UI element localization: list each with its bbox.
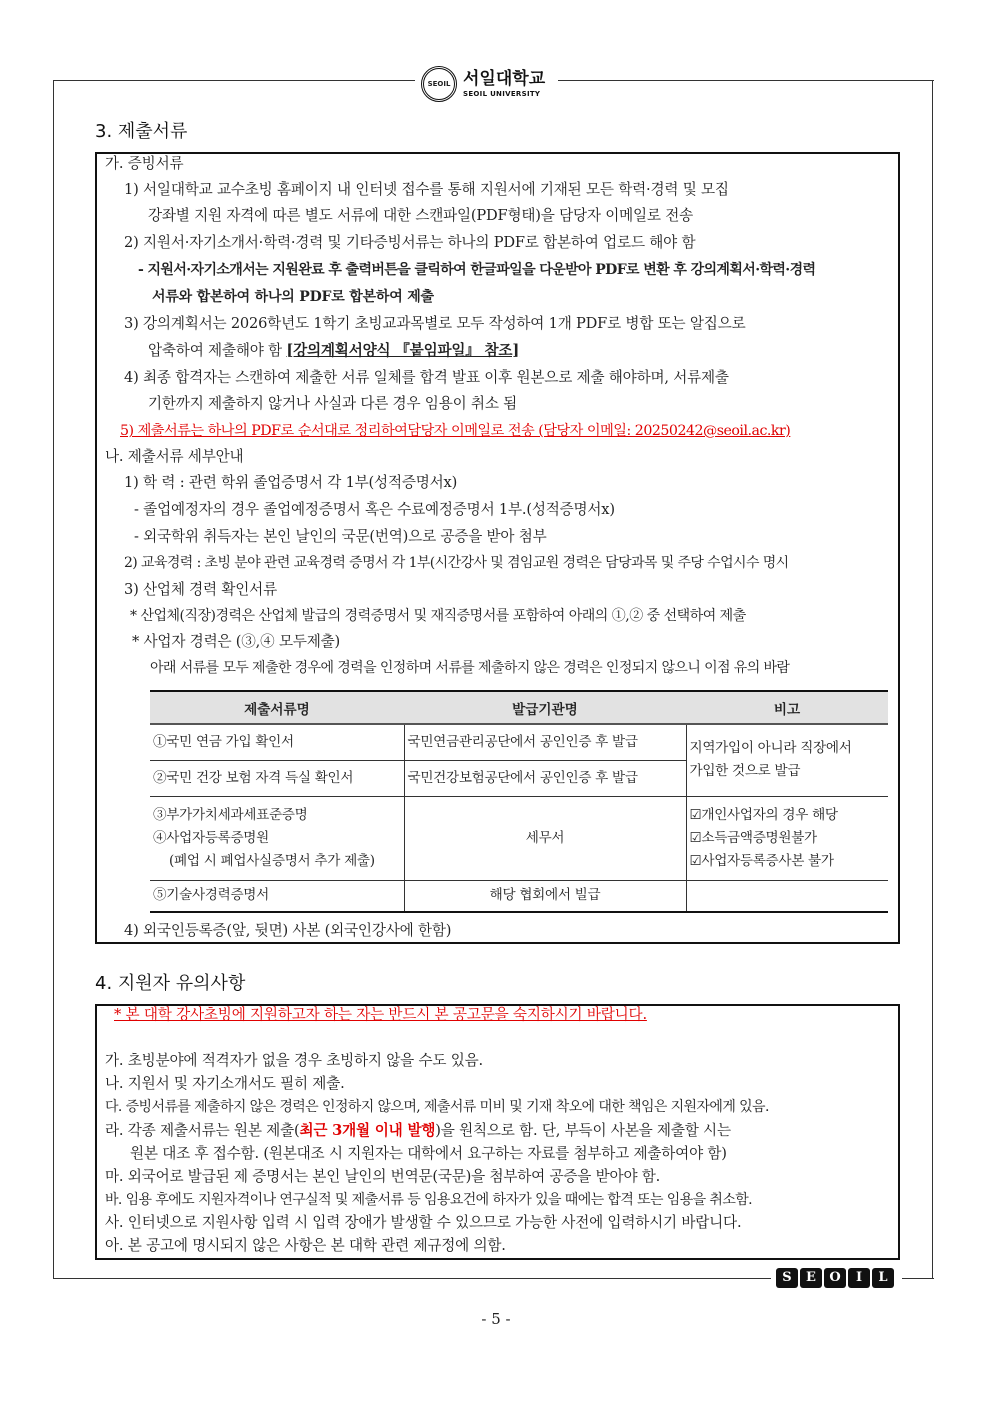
notice-item-sa: 사. 인터넷으로 지원사항 입력 시 입력 장애가 발생할 수 있으므로 가능한 사전에 입력하시기 바랍니다. — [105, 1214, 742, 1231]
lecture-plan-reference: [강의계획서양식 『붙임파일』 참조] — [286, 342, 520, 359]
notice-item-ra-text-2: )을 원칙으로 함. 단, 부득이 사본을 제출할 시는 — [435, 1122, 731, 1139]
badge-letter: S — [776, 1268, 798, 1288]
logo-english-name: SEOIL UNIVERSITY — [463, 89, 541, 98]
cell-doc-name: ②국민 건강 보험 자격 득실 확인서 — [150, 760, 404, 796]
item-2-note: - 지원서·자기소개서는 지원완료 후 출력버튼을 클릭하여 한글파일을 다운받아 PDF로 변환 후 강의계획서·학력·경력 — [138, 262, 816, 278]
cell-issuer: 해당 협회에서 빌급 — [404, 880, 686, 912]
detail-2: 2) 교육경력 : 초빙 분야 관련 교육경력 증명서 각 1부(시간강사 및 겸임교원 경력은 담당과목 및 주당 수업시수 명시 — [124, 555, 789, 571]
checkbox-note: ☑소득금액증명원불가 — [689, 829, 817, 846]
item-3-cont — [148, 340, 519, 362]
notice-item-a: 아. 본 공고에 명시되지 않은 사항은 본 대학 관련 제규정에 의함. — [105, 1237, 506, 1254]
item-2: 2) 지원서·자기소개서·학력·경력 및 기타증빙서류는 하나의 PDF로 합본하여 업로드 해야 함 — [124, 234, 696, 251]
notice-item-ra-highlight: 최근 3개월 이내 발행 — [299, 1122, 436, 1139]
documents-table — [150, 690, 888, 913]
cell-doc-name: ⑤기술사경력증명서 — [150, 880, 404, 912]
column-header: 제출서류명 — [150, 691, 404, 724]
detail-1-sub-a: - 졸업예정자의 경우 졸업예정증명서 혹은 수료예정증명서 1부.(성적증명서x) — [134, 501, 615, 518]
table-row — [150, 880, 888, 912]
cell-doc-name: ①국민 연금 가입 확인서 — [150, 724, 404, 760]
page-number: - 5 - — [481, 1310, 511, 1328]
item-5-warning: 5) 제출서류는 하나의 PDF로 순서대로 정리하여담당자 이메일로 전송 (담당자 이메일: 20250242@seoil.ac.kr) — [120, 423, 791, 439]
footer-rule-left — [53, 1278, 771, 1279]
item-4: 4) 최종 합격자는 스캔하여 제출한 서류 일체를 합격 발표 이후 원본으로 제출 해야하며, 서류제출 — [124, 369, 729, 386]
note-line: 지역가입이 아니라 직장에서 — [689, 740, 852, 757]
item-3: 3) 강의계획서는 2026학년도 1학기 초빙교과목별로 모두 작성하여 1개 PDF로 병합 또는 알집으로 — [124, 315, 746, 332]
checkbox-note: ☑사업자등록증사본 불가 — [689, 852, 834, 869]
doc-line: ③부가가치세과세표준증명 — [153, 806, 308, 823]
item-na-heading: 나. 제출서류 세부안내 — [105, 448, 244, 465]
detail-3-sub-note: 아래 서류를 모두 제출한 경우에 경력을 인정하며 서류를 제출하지 않은 경력은 인정되지 않으니 이점 유의 바람 — [150, 660, 790, 676]
notice-item-ma: 마. 외국어로 발급된 제 증명서는 본인 날인의 번역문(국문)을 첨부하여 공증을 받아야 함. — [105, 1168, 661, 1185]
cell-doc-name — [150, 796, 404, 880]
detail-3: 3) 산업체 경력 확인서류 — [124, 581, 277, 598]
notice-item-ra — [105, 1120, 731, 1142]
item-ga-heading: 가. 증빙서류 — [105, 155, 184, 172]
table-row — [150, 724, 888, 760]
notice-item-ra-cont: 원본 대조 후 접수함. (원본대조 시 지원자는 대학에서 요구하는 자료를 첨부하고 제출하여야 함) — [130, 1145, 727, 1162]
notice-item-da: 다. 증빙서류를 제출하지 않은 경력은 인정하지 않으며, 제출서류 미비 및 기재 착오에 대한 책임은 지원자에게 있음. — [105, 1099, 769, 1115]
item-1: 1) 서일대학교 교수초빙 홈페이지 내 인터넷 접수를 통해 지원서에 기재된 모든 학력·경력 및 모집 — [124, 181, 729, 198]
column-header: 발급기관명 — [404, 691, 686, 724]
notice-item-ga: 가. 초빙분야에 적격자가 없을 경우 초빙하지 않을 수도 있음. — [105, 1052, 483, 1069]
notice-warning: * 본 대학 강사초빙에 지원하고자 하는 자는 반드시 본 공고문을 숙지하시기 바랍니다. — [114, 1006, 647, 1023]
cell-note — [686, 796, 888, 880]
detail-3-sub-a: * 산업체(직장)경력은 산업체 발급의 경력증명서 및 재직증명서를 포함하여 아래의 ①,② 중 선택하여 제출 — [130, 608, 746, 624]
item-3-cont-text: 압축하여 제출해야 함 — [148, 342, 287, 359]
doc-line: (폐업 시 폐업사실증명서 추가 제출) — [169, 852, 375, 869]
detail-1: 1) 학 력 : 관련 학위 졸업증명서 각 1부(성적증명서x) — [124, 474, 458, 491]
footer-rule-right — [902, 1278, 934, 1279]
detail-4: 4) 외국인등록증(앞, 뒷면) 사본 (외국인강사에 한함) — [124, 922, 452, 939]
section-3-title: 3. 제출서류 — [95, 121, 188, 142]
badge-letter: L — [872, 1268, 894, 1288]
seoil-footer-badge — [776, 1268, 894, 1288]
badge-letter: I — [848, 1268, 870, 1288]
cell-note — [686, 724, 888, 796]
university-seal-icon — [421, 66, 457, 102]
logo-korean-name: 서일대학교 — [463, 68, 546, 89]
badge-letter: E — [800, 1268, 822, 1288]
notice-item-na: 나. 지원서 및 자기소개서도 필히 제출. — [105, 1075, 345, 1092]
table-header-row — [150, 691, 888, 724]
badge-letter: O — [824, 1268, 846, 1288]
detail-3-sub-b: * 사업자 경력은 (③,④ 모두제출) — [132, 633, 341, 650]
seal-text: SEOIL — [427, 80, 451, 88]
cell-issuer: 국민연금관리공단에서 공인인증 후 발급 — [404, 724, 686, 760]
university-logo — [421, 66, 545, 102]
note-line: 가입한 것으로 발급 — [689, 763, 801, 780]
column-header: 비고 — [686, 691, 888, 724]
checkbox-note: ☑개인사업자의 경우 해당 — [689, 806, 838, 823]
table-row — [150, 796, 888, 880]
cell-issuer: 세무서 — [404, 796, 686, 880]
detail-1-sub-b: - 외국학위 취득자는 본인 날인의 국문(번역)으로 공증을 받아 첨부 — [134, 528, 547, 545]
item-1-cont: 강좌별 지원 자격에 따른 별도 서류에 대한 스캔파일(PDF형태)을 담당자 이메일로 전송 — [148, 207, 694, 224]
item-2-note-cont: 서류와 합본하여 하나의 PDF로 합본하여 제출 — [152, 289, 434, 305]
notice-item-ba: 바. 임용 후에도 지원자격이나 연구실적 및 제출서류 등 임용요건에 하자가 있을 때에는 합격 또는 임용을 취소함. — [105, 1192, 753, 1208]
item-4-cont: 기한까지 제출하지 않거나 사실과 다른 경우 임용이 취소 됨 — [148, 395, 518, 412]
section-4-title: 4. 지원자 유의사항 — [95, 973, 246, 994]
cell-note — [686, 880, 888, 912]
notice-item-ra-text: 라. 각종 제출서류는 원본 제출( — [105, 1122, 300, 1139]
doc-line: ④사업자등록증명원 — [153, 829, 269, 846]
cell-issuer: 국민건강보험공단에서 공인인증 후 발급 — [404, 760, 686, 796]
